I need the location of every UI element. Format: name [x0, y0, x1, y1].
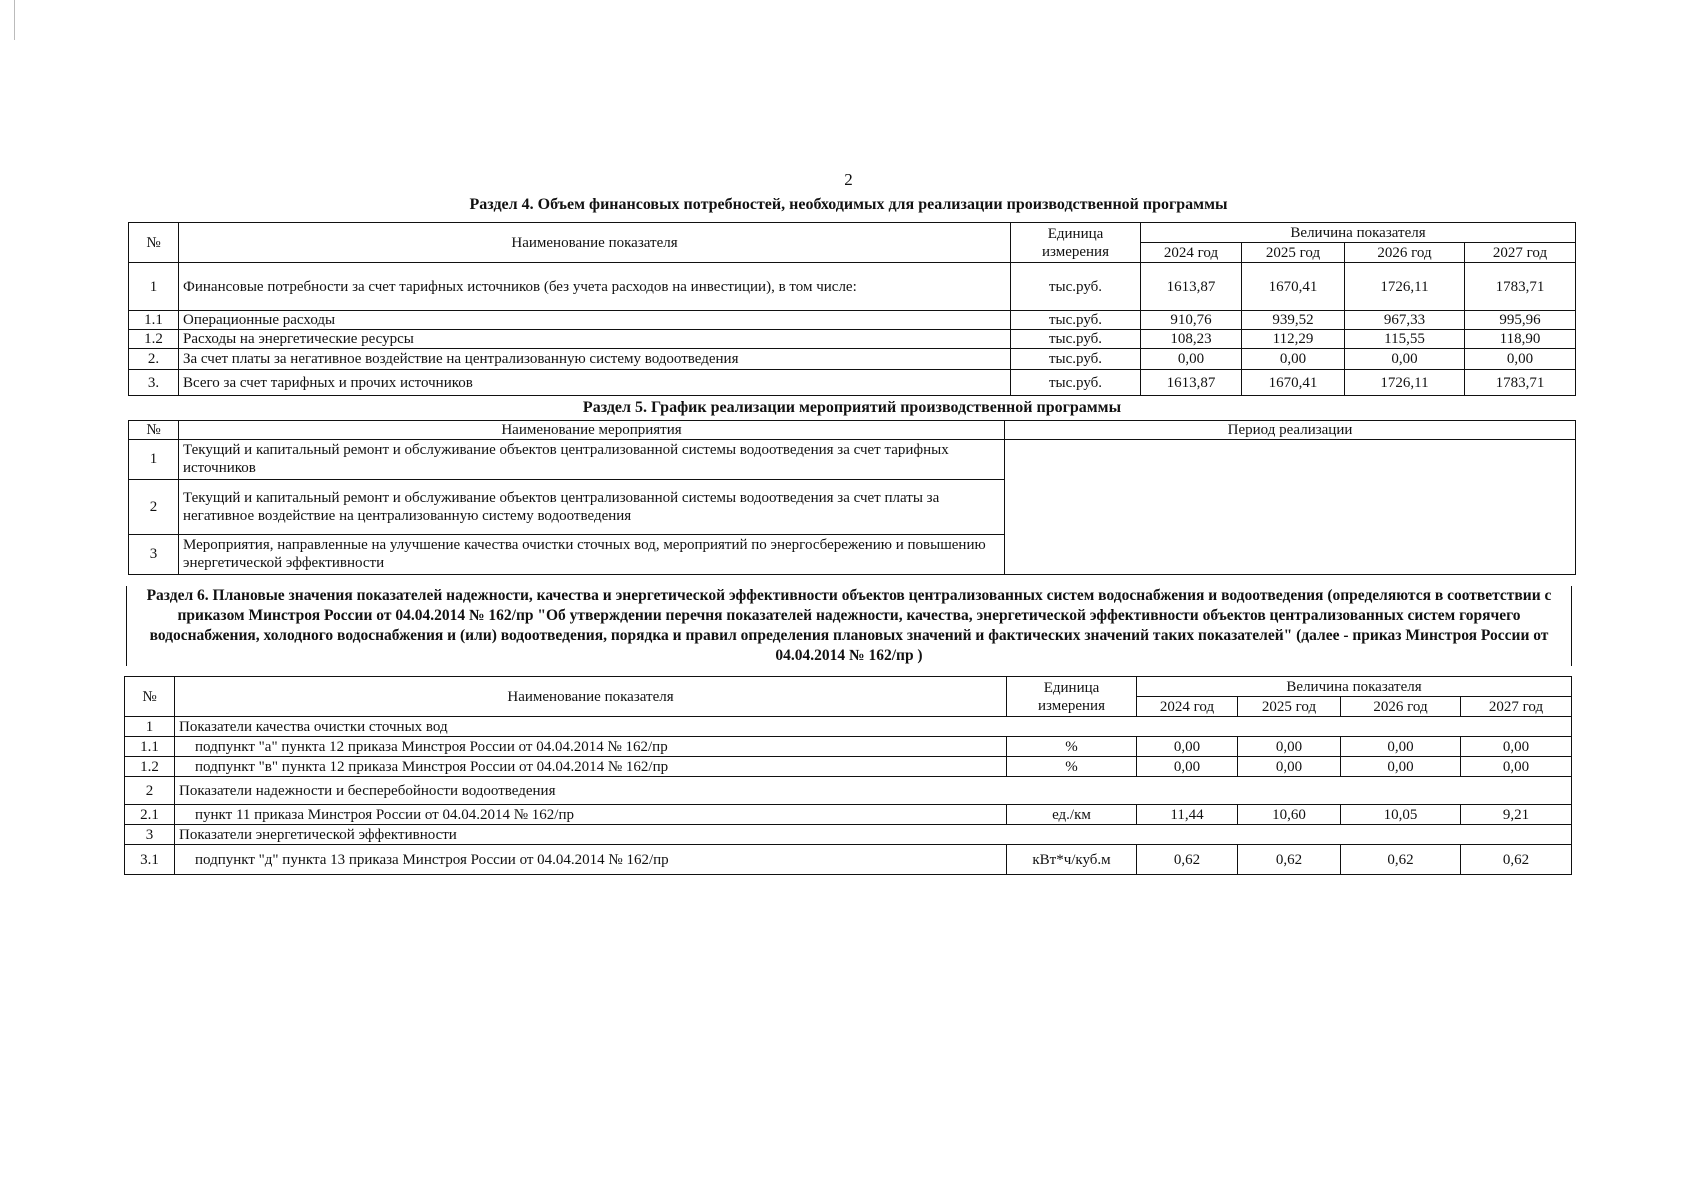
table-row [129, 370, 1576, 396]
row-value: 1726,11 [1345, 263, 1465, 311]
row-num: 2. [129, 349, 179, 370]
table-row [129, 349, 1576, 370]
row-value: 11,44 [1137, 805, 1238, 825]
row-value: 0,00 [1141, 349, 1242, 370]
section6-title: Раздел 6. Плановые значения показателей надежности, качества и энергетической эффективности объектов централизованных систем водоснабжения и водоотведения (определяются в соответствии с приказом Минстроя России от 04.04.2014 № 162/пр "Об утверждении перечня показателей надежности, качества, энергетической эффективности объектов централизованных систем горячего водоснабжения, холодного водоснабжения и (или) водоотведения, порядка и правил определения плановых значений и фактических значений таких показателей" (далее - приказ Минстроя России от 04.04.2014 № 162/пр ) [126, 586, 1572, 666]
s4-header-value: Величина показателя [1141, 223, 1576, 243]
row-value: 0,62 [1341, 845, 1461, 875]
s6-header-year: 2025 год [1238, 697, 1341, 717]
s4-header-name: Наименование показателя [179, 223, 1011, 263]
row-value: 1783,71 [1465, 370, 1576, 396]
table-row-group [125, 717, 1572, 737]
s6-header-value: Величина показателя [1137, 677, 1572, 697]
s6-header-year: 2024 год [1137, 697, 1238, 717]
row-unit: тыс.руб. [1011, 330, 1141, 349]
s6-header-year: 2027 год [1461, 697, 1572, 717]
table-row [125, 757, 1572, 777]
section6-table [124, 676, 1572, 875]
row-num: 2.1 [125, 805, 175, 825]
row-value: 1726,11 [1345, 370, 1465, 396]
row-value: 10,05 [1341, 805, 1461, 825]
row-name: Всего за счет тарифных и прочих источников [179, 370, 1011, 396]
row-value: 115,55 [1345, 330, 1465, 349]
row-name: подпункт "в" пункта 12 приказа Минстроя России от 04.04.2014 № 162/пр [175, 757, 1007, 777]
table-row [129, 311, 1576, 330]
row-unit: тыс.руб. [1011, 370, 1141, 396]
s6-header-name: Наименование показателя [175, 677, 1007, 717]
row-value: 0,00 [1238, 757, 1341, 777]
section4-table [128, 222, 1576, 396]
section5-table [128, 396, 1576, 575]
row-num: 3.1 [125, 845, 175, 875]
scan-edge-mark [14, 0, 15, 40]
s4-header-year: 2024 год [1141, 243, 1242, 263]
page-number: 2 [844, 170, 853, 189]
row-value: 0,62 [1137, 845, 1238, 875]
row-num: 1.2 [129, 330, 179, 349]
s4-header-year: 2025 год [1242, 243, 1345, 263]
table-row [125, 737, 1572, 757]
row-num: 1 [125, 717, 175, 737]
section4-title: Раздел 4. Объем финансовых потребностей, необходимых для реализации производственной программы [469, 196, 1228, 213]
section5-title: Раздел 5. График реализации мероприятий производственной программы [129, 396, 1576, 420]
table-row [125, 805, 1572, 825]
row-num: 2 [125, 777, 175, 805]
row-value: 0,62 [1461, 845, 1572, 875]
row-name: Расходы на энергетические ресурсы [179, 330, 1011, 349]
row-value: 108,23 [1141, 330, 1242, 349]
row-value: 112,29 [1242, 330, 1345, 349]
row-unit: % [1007, 737, 1137, 757]
row-group-name: Показатели надежности и бесперебойности водоотведения [175, 777, 1572, 805]
row-value: 939,52 [1242, 311, 1345, 330]
row-value: 118,90 [1465, 330, 1576, 349]
row-name: пункт 11 приказа Минстроя России от 04.04.2014 № 162/пр [175, 805, 1007, 825]
row-unit: тыс.руб. [1011, 349, 1141, 370]
table-row-group [125, 777, 1572, 805]
s4-header-unit: Единица измерения [1011, 223, 1141, 263]
row-num: 1.1 [129, 311, 179, 330]
row-num: 1 [129, 439, 179, 479]
row-value: 9,21 [1461, 805, 1572, 825]
row-value: 0,62 [1238, 845, 1341, 875]
row-unit: тыс.руб. [1011, 311, 1141, 330]
row-name: За счет платы за негативное воздействие на централизованную систему водоотведения [179, 349, 1011, 370]
row-unit: тыс.руб. [1011, 263, 1141, 311]
s4-header-year: 2027 год [1465, 243, 1576, 263]
row-value: 967,33 [1345, 311, 1465, 330]
row-name: Текущий и капитальный ремонт и обслуживание объектов централизованной системы водоотведения за счет платы за негативное воздействие на централизованную систему водоотведения [179, 479, 1005, 534]
row-value: 0,00 [1242, 349, 1345, 370]
row-value: 995,96 [1465, 311, 1576, 330]
table-row [129, 330, 1576, 349]
row-value: 0,00 [1345, 349, 1465, 370]
s6-header-num: № [125, 677, 175, 717]
row-num: 3. [129, 370, 179, 396]
row-value: 0,00 [1465, 349, 1576, 370]
row-value: 1670,41 [1242, 370, 1345, 396]
table-row [125, 845, 1572, 875]
s5-header-period: Период реализации [1005, 420, 1576, 439]
row-value: 910,76 [1141, 311, 1242, 330]
table-row-group [125, 825, 1572, 845]
row-value: 0,00 [1341, 737, 1461, 757]
s5-header-num: № [129, 420, 179, 439]
row-group-name: Показатели энергетической эффективности [175, 825, 1572, 845]
row-name: Текущий и капитальный ремонт и обслуживание объектов централизованной системы водоотведения за счет тарифных источников [179, 439, 1005, 479]
row-name: подпункт "д" пункта 13 приказа Минстроя России от 04.04.2014 № 162/пр [175, 845, 1007, 875]
row-value: 0,00 [1461, 737, 1572, 757]
row-value: 1613,87 [1141, 370, 1242, 396]
s5-header-name: Наименование мероприятия [179, 420, 1005, 439]
row-unit: кВт*ч/куб.м [1007, 845, 1137, 875]
s6-header-unit: Единица измерения [1007, 677, 1137, 717]
row-value: 0,00 [1461, 757, 1572, 777]
table-row [129, 439, 1576, 479]
row-name: Финансовые потребности за счет тарифных источников (без учета расходов на инвестиции), в том числе: [179, 263, 1011, 311]
row-num: 3 [125, 825, 175, 845]
row-num: 3 [129, 534, 179, 574]
s4-header-num: № [129, 223, 179, 263]
row-num: 1.1 [125, 737, 175, 757]
row-name: Мероприятия, направленные на улучшение качества очистки сточных вод, мероприятий по энергосбережению и повышению энергетической эффективности [179, 534, 1005, 574]
row-value: 0,00 [1137, 757, 1238, 777]
row-num: 1 [129, 263, 179, 311]
row-name: Операционные расходы [179, 311, 1011, 330]
row-value: 10,60 [1238, 805, 1341, 825]
row-name: подпункт "а" пункта 12 приказа Минстроя России от 04.04.2014 № 162/пр [175, 737, 1007, 757]
row-num: 1.2 [125, 757, 175, 777]
row-value: 0,00 [1137, 737, 1238, 757]
s6-header-year: 2026 год [1341, 697, 1461, 717]
row-value: 0,00 [1238, 737, 1341, 757]
row-num: 2 [129, 479, 179, 534]
row-value: 1670,41 [1242, 263, 1345, 311]
s4-header-year: 2026 год [1345, 243, 1465, 263]
table-row [129, 263, 1576, 311]
s5-period-cell [1005, 439, 1576, 574]
row-unit: ед./км [1007, 805, 1137, 825]
row-value: 1783,71 [1465, 263, 1576, 311]
row-group-name: Показатели качества очистки сточных вод [175, 717, 1572, 737]
row-unit: % [1007, 757, 1137, 777]
row-value: 0,00 [1341, 757, 1461, 777]
row-value: 1613,87 [1141, 263, 1242, 311]
